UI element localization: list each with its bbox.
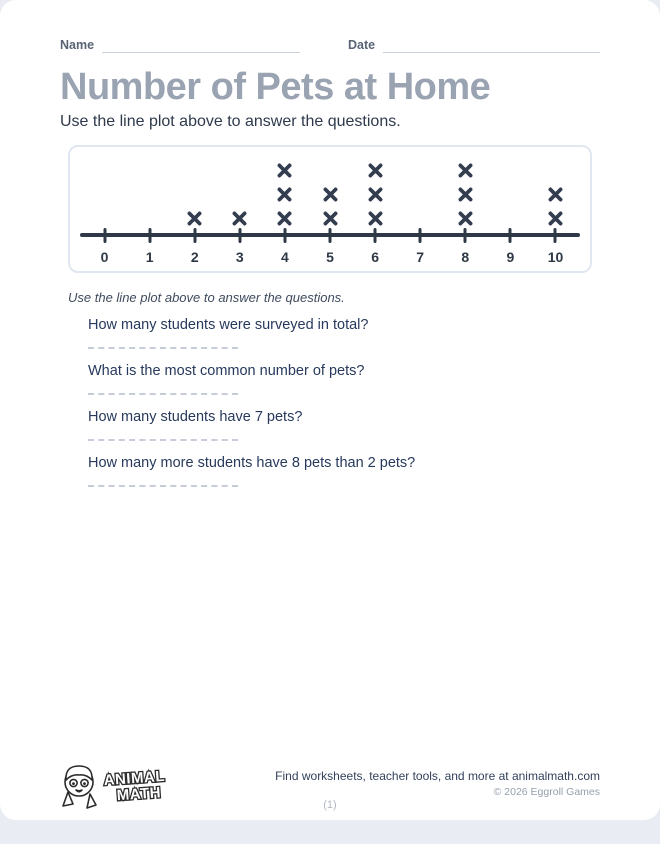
axis-tick-label-10: 10 — [547, 248, 564, 265]
axis-tick-5 — [329, 228, 332, 243]
axis-tick-label-7: 7 — [416, 248, 425, 265]
question-3-text: How many students have 7 pets? — [88, 408, 303, 425]
axis-tick-1 — [148, 228, 151, 243]
plot-column-0 — [82, 147, 127, 271]
x-mark — [457, 162, 474, 179]
x-stack-8 — [443, 162, 488, 227]
plot-column-9 — [488, 147, 533, 271]
axis-tick-label-6: 6 — [371, 248, 379, 265]
axis-tick-10 — [554, 228, 557, 243]
x-mark — [322, 186, 339, 203]
axis-tick-9 — [509, 228, 512, 243]
question-2-text: What is the most common number of pets? — [88, 362, 365, 379]
footer-copyright: © 2026 Eggroll Games — [493, 786, 600, 798]
logo-word-animal: ANIMAL — [103, 767, 166, 790]
axis-tick-0 — [103, 228, 106, 243]
question-3-answer-line[interactable] — [88, 439, 238, 441]
axis-tick-label-9: 9 — [506, 248, 515, 265]
question-4 — [88, 455, 600, 487]
logo-word-math: MATH — [116, 784, 162, 805]
plot-column-1 — [127, 147, 172, 271]
plot-column-3 — [217, 147, 262, 271]
x-mark — [367, 210, 384, 227]
question-4-answer-line[interactable] — [88, 485, 238, 487]
axis-tick-2 — [193, 228, 196, 243]
x-stack-2 — [172, 210, 217, 227]
axis-tick-label-1: 1 — [145, 248, 154, 265]
name-label: Name — [60, 38, 95, 52]
plot-column-2 — [172, 147, 217, 271]
x-stack-3 — [217, 210, 262, 227]
x-mark — [457, 210, 474, 227]
axis-tick-3 — [238, 228, 241, 243]
question-4-text: How many more students have 8 pets than 2 pets? — [88, 454, 416, 471]
question-2 — [88, 363, 600, 395]
x-mark — [276, 186, 293, 203]
footer-text — [275, 769, 600, 798]
x-mark — [276, 210, 293, 227]
axis-tick-label-4: 4 — [281, 248, 289, 265]
question-1-answer-line[interactable] — [88, 347, 238, 349]
plot-columns — [82, 147, 578, 271]
axis-tick-7 — [419, 228, 422, 243]
question-3 — [88, 409, 600, 441]
x-mark — [547, 186, 564, 203]
line-plot-panel — [68, 145, 592, 273]
plot-column-4 — [262, 147, 307, 271]
axis-tick-6 — [374, 228, 377, 243]
axis-tick-label-5: 5 — [326, 248, 334, 265]
x-mark — [367, 162, 384, 179]
axis-tick-8 — [464, 228, 467, 243]
axis-tick-label-2: 2 — [190, 248, 199, 265]
page-title: Number of Pets at Home — [60, 66, 491, 108]
question-1 — [88, 317, 600, 349]
name-field-group — [60, 38, 300, 53]
x-stack-6 — [353, 162, 398, 227]
x-mark — [457, 186, 474, 203]
page-subtitle: Use the line plot above to answer the questions. — [60, 112, 401, 130]
axis-tick-label-8: 8 — [461, 248, 470, 265]
x-stack-5 — [307, 186, 352, 227]
axis-tick-label-0: 0 — [100, 248, 109, 265]
date-label: Date — [348, 38, 376, 52]
questions-section — [88, 317, 600, 487]
x-mark — [322, 210, 339, 227]
plot-column-10 — [533, 147, 578, 271]
name-date-row — [60, 38, 600, 53]
x-stack-4 — [262, 162, 307, 227]
instructions-note: Use the line plot above to answer the questions. — [68, 289, 345, 305]
axis-tick-label-3: 3 — [235, 248, 244, 265]
line-plot — [70, 147, 590, 271]
x-mark — [276, 162, 293, 179]
plot-column-7 — [398, 147, 443, 271]
x-mark — [231, 210, 248, 227]
name-input-line[interactable] — [102, 40, 300, 53]
x-stack-10 — [533, 186, 578, 227]
page-number: (1) — [323, 799, 337, 811]
x-mark — [367, 186, 384, 203]
date-input-line[interactable] — [383, 40, 600, 53]
plot-column-5 — [307, 147, 352, 271]
date-field-group — [348, 38, 600, 53]
plot-column-8 — [443, 147, 488, 271]
x-mark — [186, 210, 203, 227]
question-1-text: How many students were surveyed in total? — [88, 316, 369, 333]
x-mark — [547, 210, 564, 227]
footer-info-line: Find worksheets, teacher tools, and more at animalmath.com — [275, 769, 600, 783]
question-2-answer-line[interactable] — [88, 393, 238, 395]
axis-tick-4 — [283, 228, 286, 243]
plot-column-6 — [353, 147, 398, 271]
